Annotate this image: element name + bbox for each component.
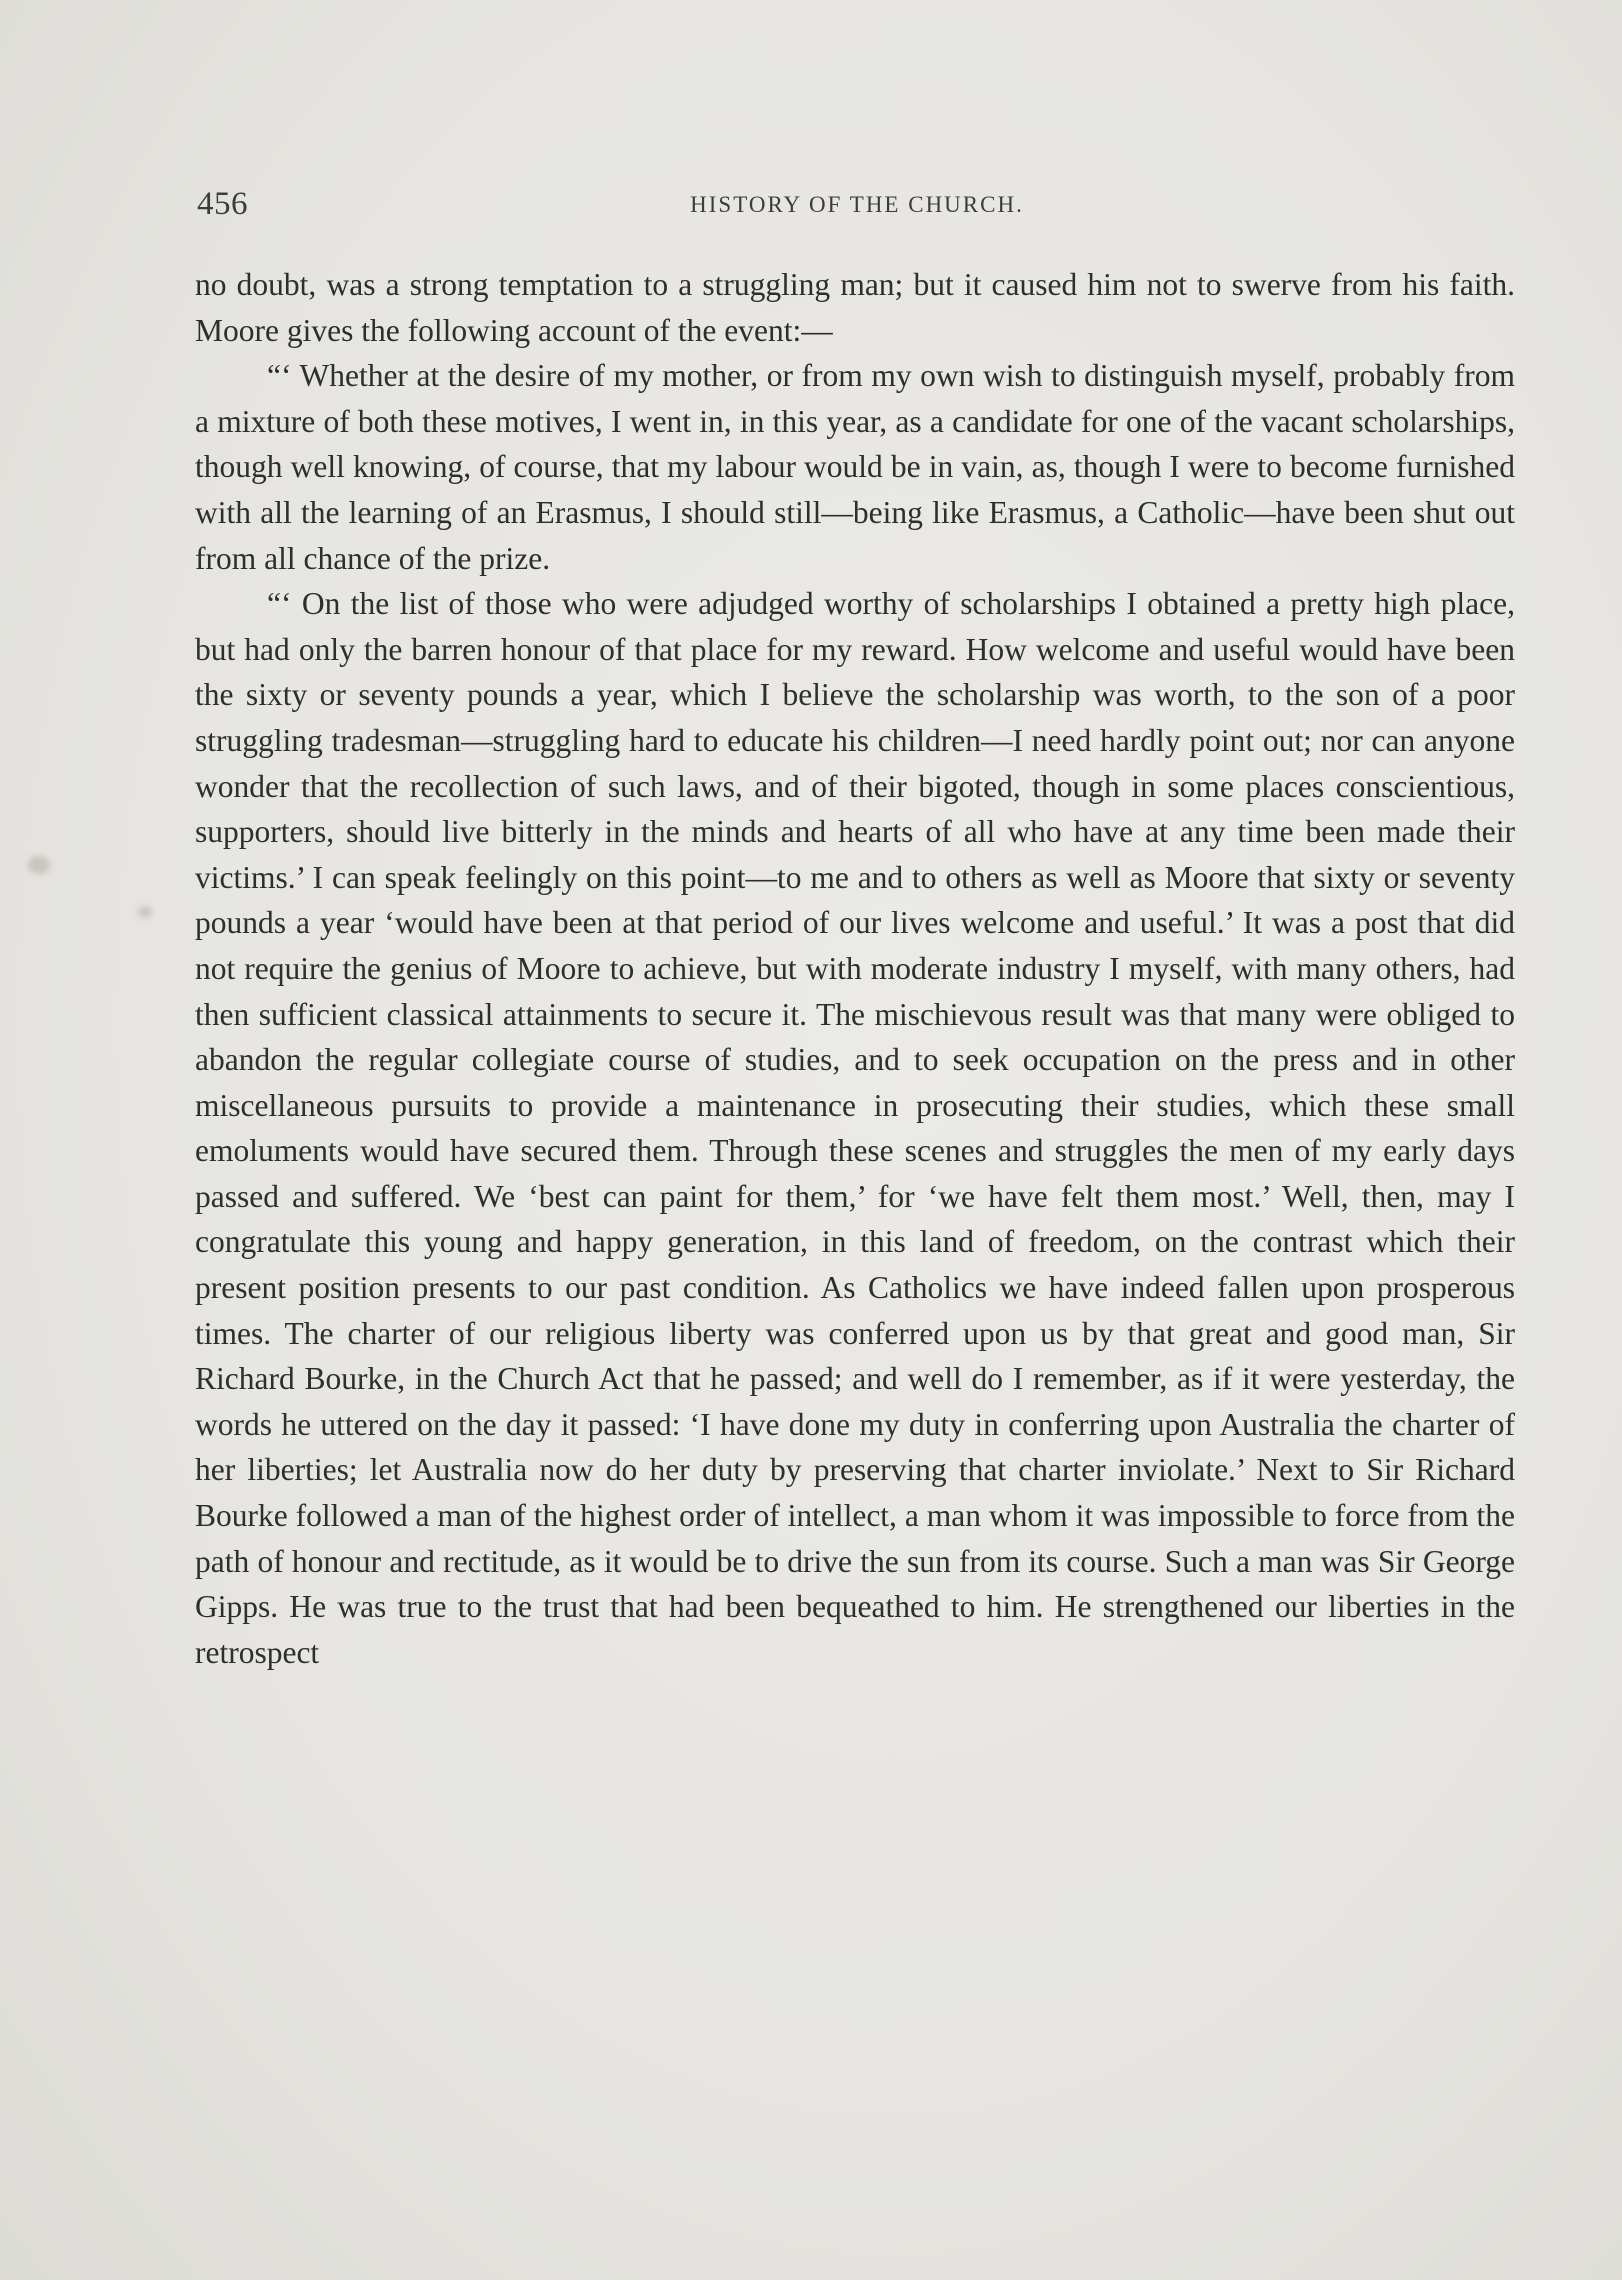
paragraph: “‘ On the list of those who were adjudged worthy of scholarships I obtained a pretty high place, but had only the barren honour of that place for my reward. How welcome and useful would have been the sixty or seventy pounds a year, which I believe the scholarship was worth, to the son of a poor struggling tradesman—struggling hard to educate his children—I need hardly point out; nor can anyone wonder that the recollection of such laws, and of their bigoted, though in some places conscientious, supporters, should live bitterly in the minds and hearts of all who have at any time been made their victims.’ I can speak feelingly on this point—to me and to others as well as Moore that sixty or seventy pounds a year ‘would have been at that period of our lives welcome and useful.’ It was a post that did not require the genius of Moore to achieve, but with moderate industry I myself, with many others, had then sufficient classical attainments to secure it. The mischievous result was that many were obliged to abandon the regular collegiate course of studies, and to seek occupation on the press and in other miscellaneous pursuits to provide a maintenance in prosecuting their studies, which these small emoluments would have secured them. Through these scenes and struggles the men of my early days passed and suffered. We ‘best can paint for them,’ for ‘we have felt them most.’ Well, then, may I congratulate this young and happy generation, in this land of freedom, on the contrast which their present position presents to our past condition. As Catholics we have indeed fallen upon prosperous times. The charter of our religious liberty was conferred upon us by that great and good man, Sir Richard Bourke, in the Church Act that he passed; and well do I remember, as if it were yesterday, the words he uttered on the day it passed: ‘I have done my duty in conferring upon Australia the charter of her liberties; let Australia now do her duty by preserving that charter inviolate.’ Next to Sir Richard Bourke followed a man of the highest order of intellect, a man whom it was impossible to force from the path of honour and rectitude, as it would be to drive the sun from its course. Such a man was Sir George Gipps. He was true to the trust that had been bequeathed to him. He strengthened our liberties in the retrospect: [195, 586, 1515, 1670]
paragraph: no doubt, was a strong temptation to a struggling man; but it caused him not to swerve from his faith. Moore gives the following account of the event:—: [195, 267, 1515, 348]
running-head: HISTORY OF THE CHURCH.: [690, 192, 1024, 217]
paragraph: “‘ Whether at the desire of my mother, or from my own wish to distinguish myself, probably from a mixture of both these motives, I went in, in this year, as a candidate for one of the vacant scholarships, though well knowing, of course, that my labour would be in vain, as, though I were to become furnished with all the learning of an Erasmus, I should still—being like Erasmus, a Catholic—have been shut out from all chance of the prize.: [195, 358, 1515, 576]
page-number: 456: [197, 186, 248, 222]
body-text: [195, 262, 1515, 1675]
margin-smudge: [28, 856, 50, 874]
margin-smudge: [138, 906, 152, 918]
page-header: [197, 186, 1517, 226]
